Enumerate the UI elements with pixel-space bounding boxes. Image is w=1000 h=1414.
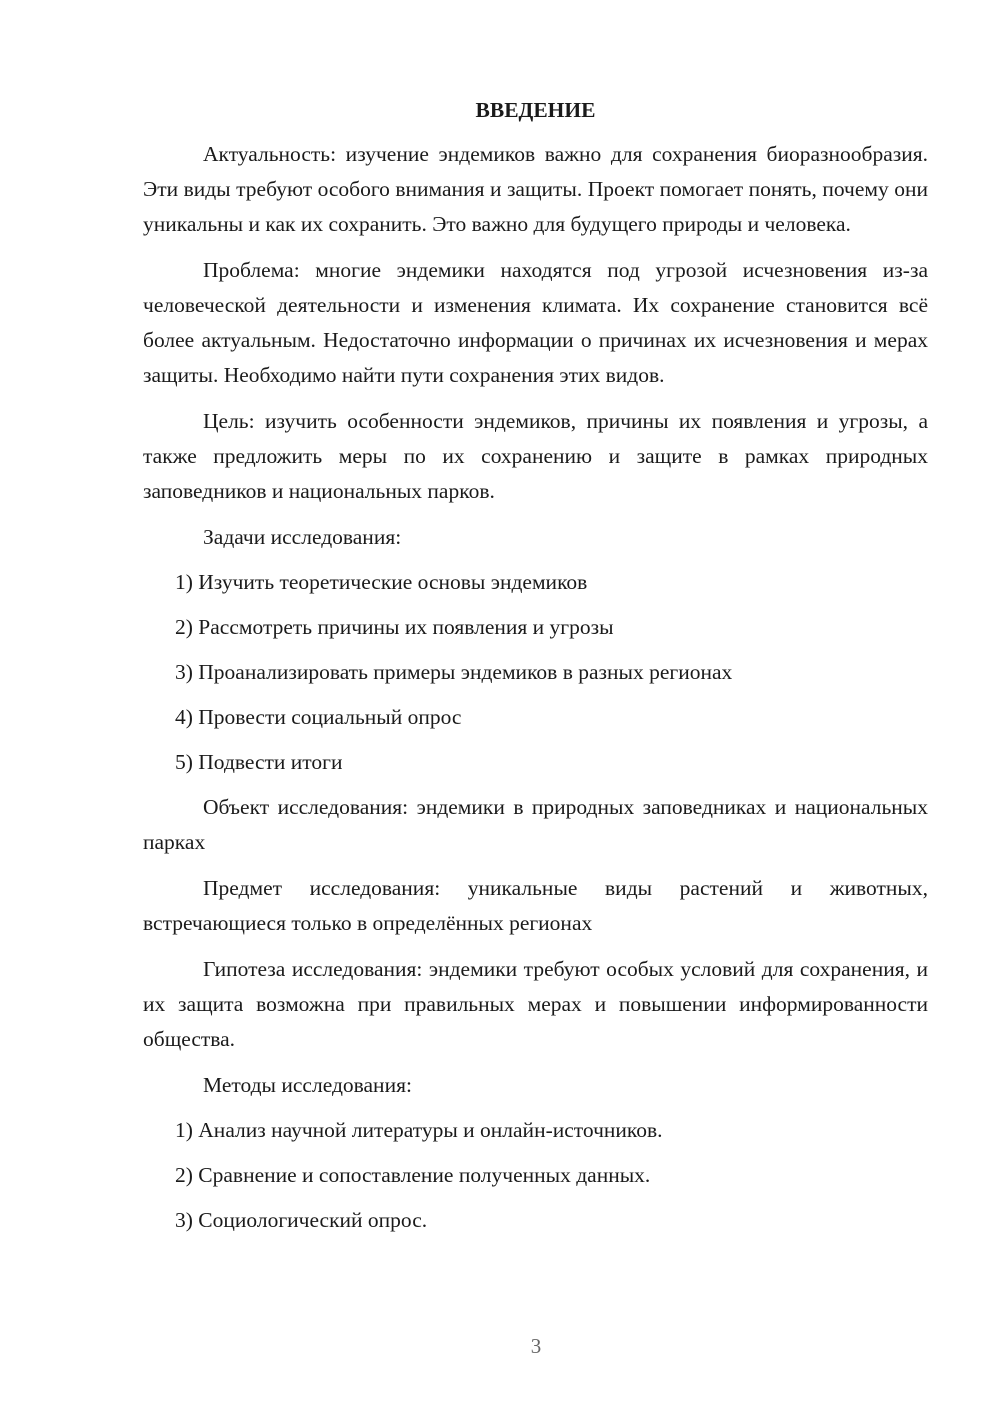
methods-heading: Методы исследования:: [203, 1073, 412, 1097]
tasks-list: [143, 565, 928, 780]
goal-paragraph: Цель: изучить особенности эндемиков, причины их появления и угрозы, а также предложить меры по их сохранению и защите в рамках природных заповедников и национальных парков.: [143, 409, 928, 503]
tasks-heading: Задачи исследования:: [203, 525, 402, 549]
problem-paragraph: Проблема: многие эндемики находятся под угрозой исчезновения из-за человеческой деятельности и изменения климата. Их сохранение становится всё более актуальным. Недостаточно информации о причинах их исчезновения и мерах защиты. Необходимо найти пути сохранения этих видов.: [143, 258, 928, 387]
page-number: 3: [530, 1334, 542, 1358]
list-item: 1) Анализ научной литературы и онлайн-источников.: [175, 1118, 663, 1142]
section-title: ВВЕДЕНИЕ: [475, 98, 596, 122]
object-paragraph: Объект исследования: эндемики в природных заповедниках и национальных парках: [143, 795, 928, 854]
list-item: 3) Социологический опрос.: [175, 1208, 428, 1232]
document-page: [143, 95, 928, 1248]
list-item: 2) Рассмотреть причины их появления и угрозы: [175, 615, 614, 639]
list-item: 1) Изучить теоретические основы эндемиков: [175, 570, 588, 594]
hypothesis-paragraph: Гипотеза исследования: эндемики требуют особых условий для сохранения, и их защита возможна при правильных мерах и повышении информированности общества.: [143, 957, 928, 1051]
subject-paragraph: Предмет исследования: уникальные виды растений и животных, встречающиеся только в определённых регионах: [143, 876, 928, 935]
list-item: 5) Подвести итоги: [175, 750, 343, 774]
list-item: 2) Сравнение и сопоставление полученных данных.: [175, 1163, 651, 1187]
actuality-paragraph: Актуальность: изучение эндемиков важно для сохранения биоразнообразия. Эти виды требуют особого внимания и защиты. Проект помогает понять, почему они уникальны и как их сохранить. Это важно для будущего природы и человека.: [143, 142, 928, 236]
methods-list: [143, 1113, 928, 1238]
list-item: 4) Провести социальный опрос: [175, 705, 462, 729]
list-item: 3) Проанализировать примеры эндемиков в разных регионах: [175, 660, 733, 684]
